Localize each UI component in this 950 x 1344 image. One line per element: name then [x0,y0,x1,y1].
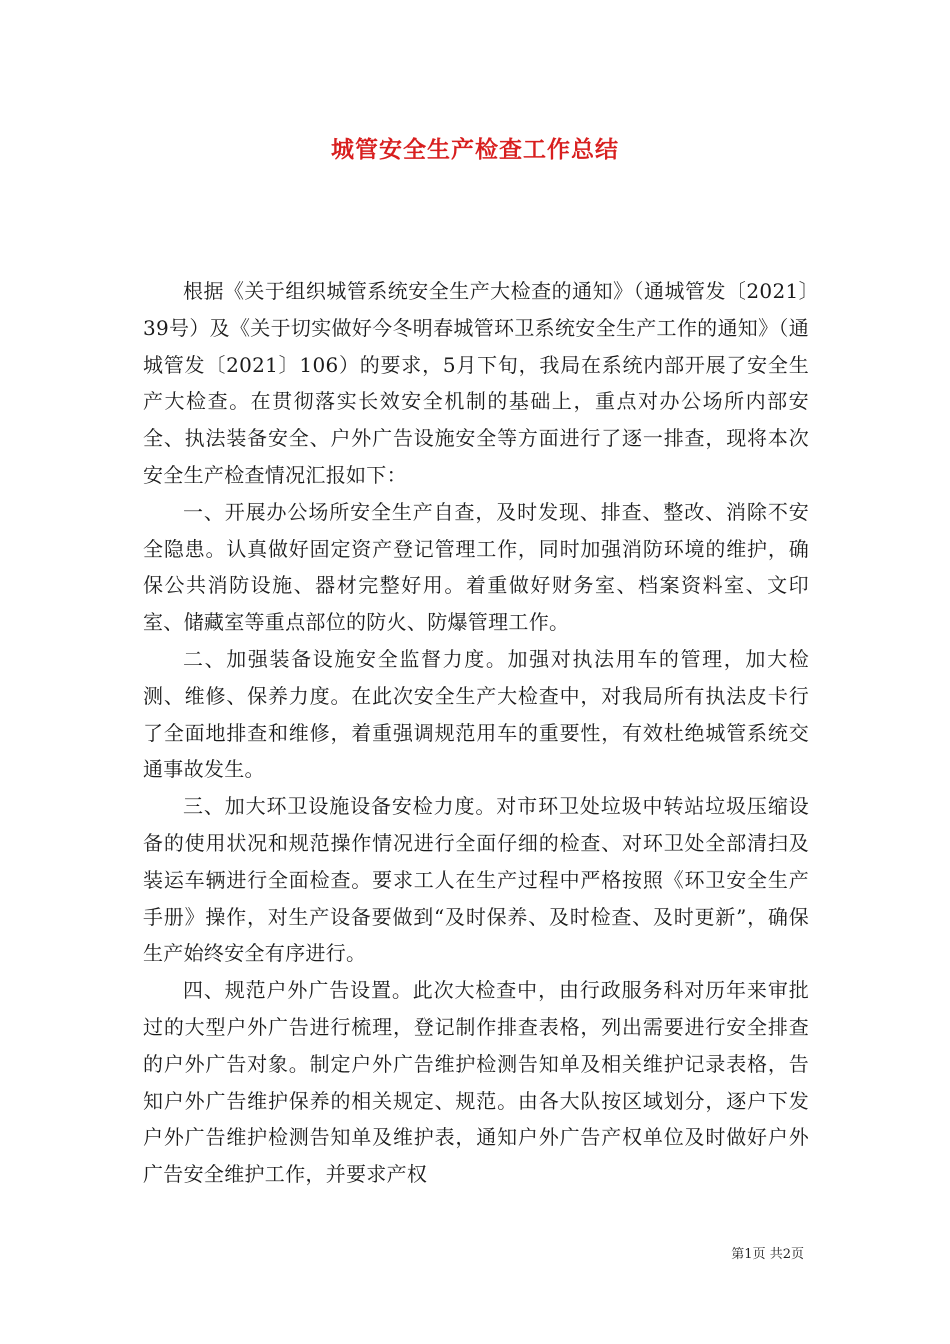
footer-total-pages: 2 [782,1247,791,1262]
page-number-footer [731,1246,804,1264]
paragraph-section-2: 二、加强装备设施安全监督力度。加强对执法用车的管理，加大检测、维修、保养力度。在此次安全生产大检查中，对我局所有执法皮卡行了全面地排查和维修，着重强调规范用车的重要性，有效杜绝城管系统交通事故发生。 [143,646,809,782]
document-title: 城管安全生产检查工作总结 [331,136,619,163]
footer-current-page: 1 [744,1247,753,1262]
paragraph-section-4: 四、规范户外广告设置。此次大检查中，由行政服务科对历年来审批过的大型户外广告进行梳理，登记制作排查表格，列出需要进行安全排查的户外广告对象。制定户外广告维护检测告知单及相关维护记录表格，告知户外广告维护保养的相关规定、规范。由各大队按区域划分，逐户下发户外广告维护检测告知单及维护表，通知户外广告产权单位及时做好户外广告安全维护工作，并要求产权 [143,978,809,1187]
paragraph-section-3: 三、加大环卫设施设备安检力度。对市环卫处垃圾中转站垃圾压缩设备的使用状况和规范操作情况进行全面仔细的检查、对环卫处全部清扫及装运车辆进行全面检查。要求工人在生产过程中严格按照《环卫安全生产手册》操作，对生产设备要做到“及时保养、及时检查、及时更新”，确保生产始终安全有序进行。 [143,794,809,966]
paragraph-section-1: 一、开展办公场所安全生产自查，及时发现、排查、整改、消除不安全隐患。认真做好固定资产登记管理工作，同时加强消防环境的维护，确保公共消防设施、器材完整好用。着重做好财务室、档案资料室、文印室、储藏室等重点部位的防火、防爆管理工作。 [143,499,809,635]
footer-prefix: 第 [731,1247,745,1262]
document-body [143,273,809,1193]
paragraph-intro: 根据《关于组织城管系统安全生产大检查的通知》（通城管发〔2021〕39号）及《关于切实做好今冬明春城管环卫系统安全生产工作的通知》（通城管发〔2021〕106）的要求，5月下旬，我局在系统内部开展了安全生产大检查。在贯彻落实长效安全机制的基础上，重点对办公场所内部安全、执法装备安全、户外广告设施安全等方面进行了逐一排查，现将本次安全生产检查情况汇报如下： [143,279,809,487]
footer-suffix: 页 [790,1247,804,1262]
footer-middle: 页 共 [752,1247,783,1262]
